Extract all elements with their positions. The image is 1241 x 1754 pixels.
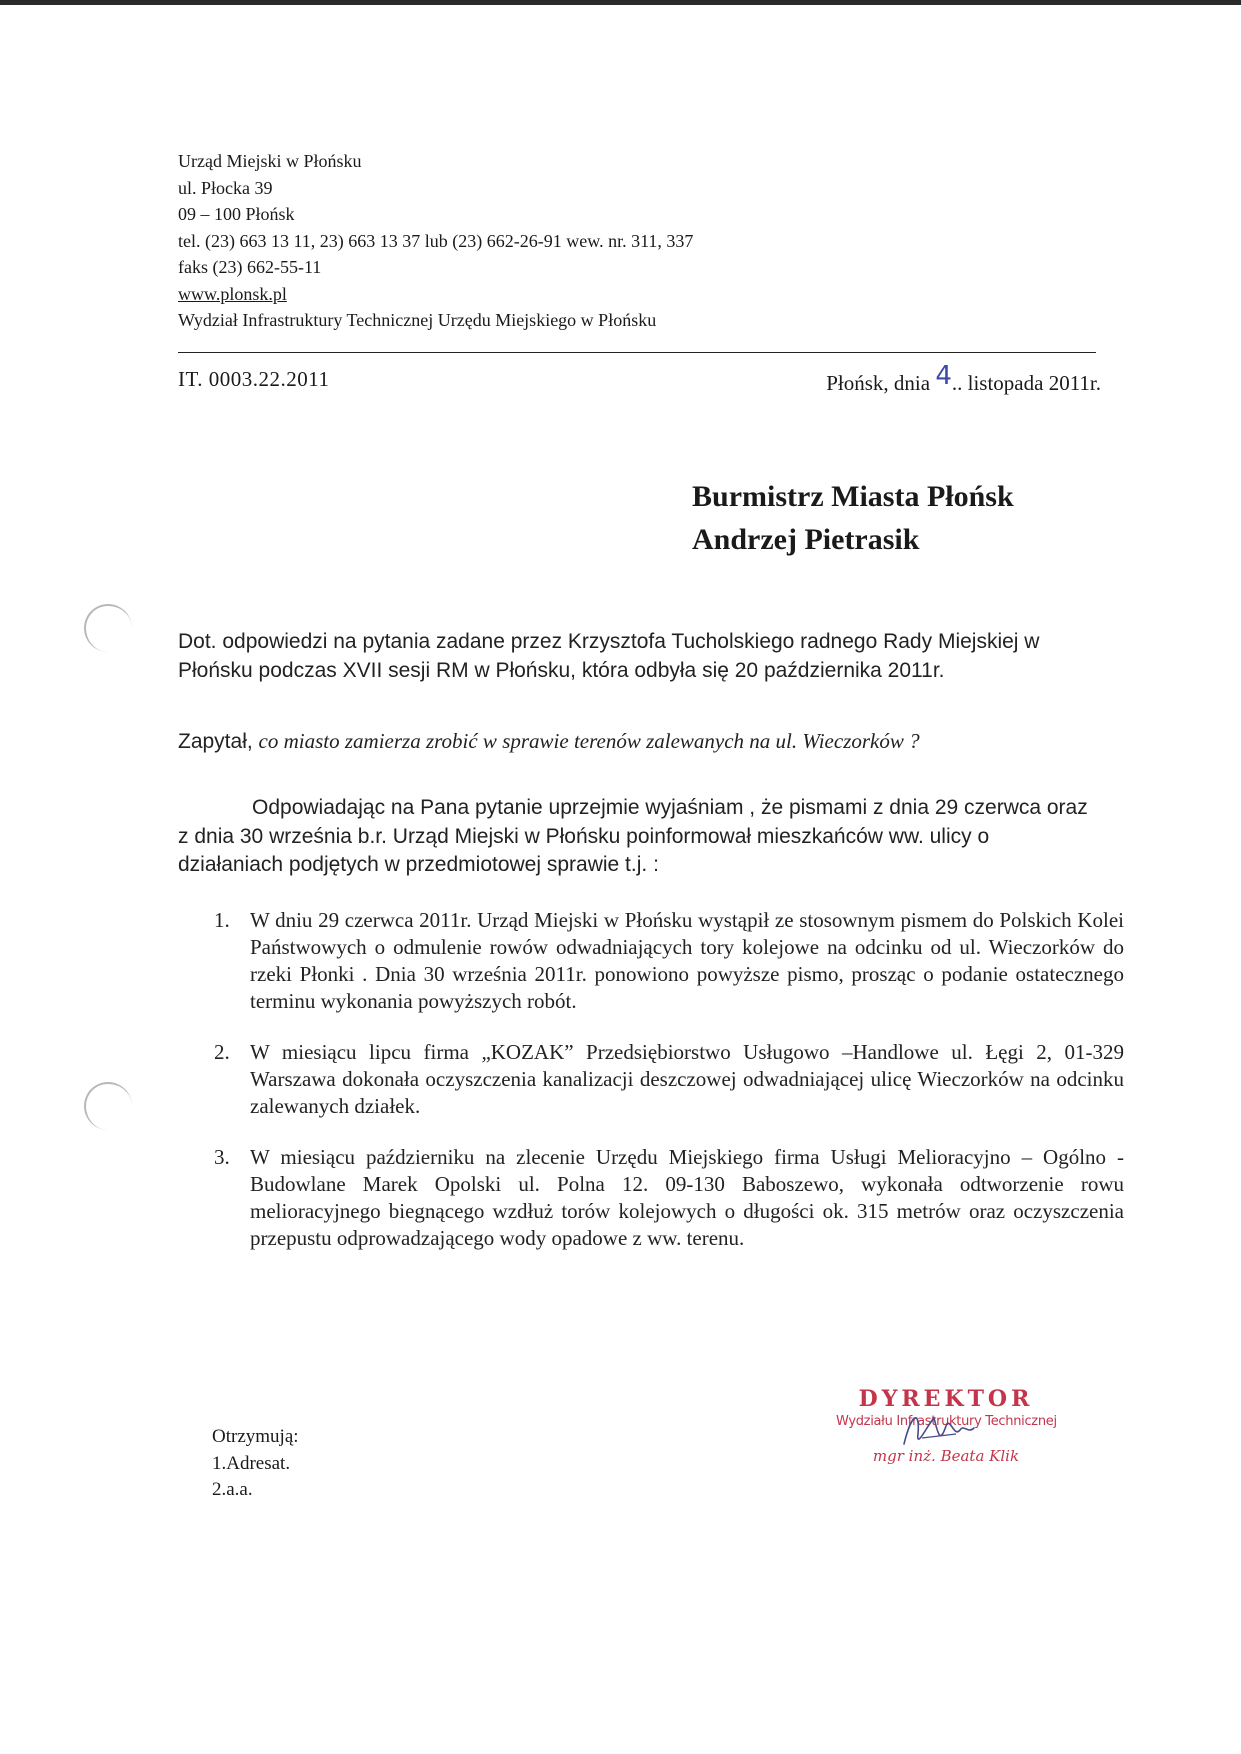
stamp-title: DYREKTOR: [858, 1386, 1034, 1412]
distribution-list: [212, 1424, 299, 1504]
distribution-heading: Otrzymują:: [212, 1426, 299, 1447]
date-day-handwritten: 4: [935, 361, 952, 391]
office-name: Urząd Miejski w Płońsku: [178, 151, 362, 171]
office-department: Wydział Infrastruktury Technicznej Urzędu Miejskiego w Płońsku: [178, 310, 657, 330]
intro-paragraph: Odpowiadając na Pana pytanie uprzejmie wyjaśniam , że pismami z dnia 29 czerwca oraz z dnia 30 września b.r. Urząd Miejski w Płońsku poinformował mieszkańców ww. ulicy o działaniach podjętych w przedmiotowej sprawie t.j. :: [178, 796, 1088, 876]
punch-hole-mark: [84, 1082, 132, 1130]
list-item-text: W miesiącu październiku na zlecenie Urzędu Miejskiego firma Usługi Melioracyjno – Ogólno - Budowlane Marek Opolski ul. Polna 12. 09-130 Baboszewo, wykonała odtworzenie rowu melioracyjnego biegnącego wzdłuż torów kolejowych o długości ok. 315 metrów oraz oczyszczenia przepustu odprowadzającego wody opadowe z ww. terenu.: [250, 1145, 1124, 1250]
subject-paragraph: Dot. odpowiedzi na pytania zadane przez Krzysztofa Tucholskiego radnego Rady Miejskiej w Płońsku podczas XVII sesji RM w Płońsku, która odbyła się 20 października 2011r.: [178, 630, 1040, 682]
letterhead: [178, 148, 693, 334]
date-rest: listopada 2011r.: [962, 371, 1101, 395]
question-prefix: Zapytał,: [178, 730, 259, 753]
question-text: co miasto zamierza zrobić w sprawie terenów zalewanych na ul. Wieczorków ?: [258, 729, 920, 753]
document-date: [826, 361, 1101, 397]
date-prefix: Płońsk, dnia: [826, 371, 936, 395]
list-item-number: 1.: [214, 908, 230, 932]
distribution-item: 1.Adresat.: [212, 1452, 291, 1474]
list-item-number: 3.: [214, 1145, 230, 1169]
stamp-department: Wydziału Infrastruktury Technicznej: [836, 1414, 1057, 1429]
scan-edge: [0, 0, 1241, 5]
reference-number: IT. 0003.22.2011: [178, 367, 330, 391]
signature-scribble: [898, 1404, 978, 1460]
recipient-block: [692, 475, 1014, 561]
date-dots: ..: [951, 371, 963, 395]
office-postal: 09 – 100 Płońsk: [178, 204, 295, 224]
office-fax: faks (23) 662-55-11: [178, 257, 322, 277]
distribution-item: 2.a.a.: [212, 1479, 253, 1500]
recipient-name: Andrzej Pietrasik: [692, 523, 920, 556]
stamp-name: mgr inż. Beata Klik: [872, 1447, 1020, 1465]
list-item-text: W dniu 29 czerwca 2011r. Urząd Miejski w Płońsku wystąpił ze stosownym pismem do Polskich Kolei Państwowych o odmulenie rowów odwadniających tory kolejowe na odcinku od ul. Wieczorków do rzeki Płonki . Dnia 30 września 2011r. ponowiono powyższe pismo, prosząc o podanie ostatecznego terminu wykonania powyższych robót.: [250, 908, 1124, 1013]
list-item: [214, 1039, 1124, 1120]
question-paragraph: [178, 727, 1096, 757]
list-item: [214, 1144, 1124, 1252]
list-item: [214, 907, 1124, 1015]
letterhead-rule: [178, 352, 1096, 353]
recipient-title: Burmistrz Miasta Płońsk: [692, 480, 1014, 513]
actions-list: [214, 907, 1124, 1276]
office-website-link[interactable]: www.plonsk.pl: [178, 283, 287, 304]
list-item-number: 2.: [214, 1040, 230, 1064]
punch-hole-mark: [84, 604, 132, 652]
office-phone: tel. (23) 663 13 11, 23) 663 13 37 lub (23) 662-26-91 wew. nr. 311, 337: [178, 230, 694, 251]
list-item-text: W miesiącu lipcu firma „KOZAK” Przedsiębiorstwo Usługowo –Handlowe ul. Łęgi 2, 01-329 Warszawa dokonała oczyszczenia kanalizacji deszczowej odwadniającej ulicę Wieczorków na odcinku zalewanych działek.: [250, 1040, 1124, 1118]
office-street: ul. Płocka 39: [178, 177, 273, 198]
